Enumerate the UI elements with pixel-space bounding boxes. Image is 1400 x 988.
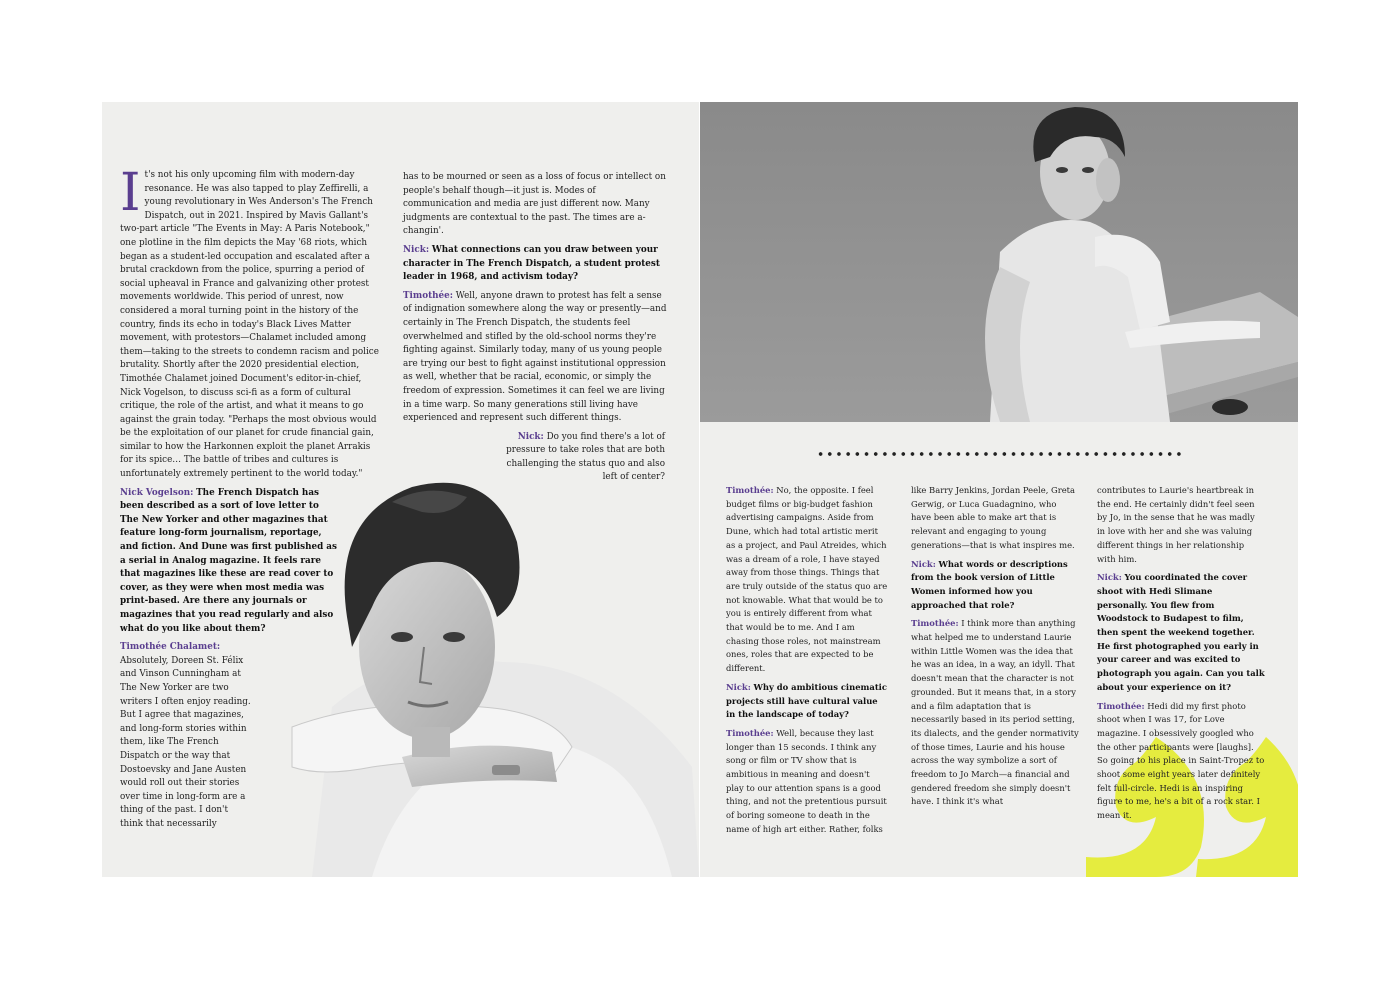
question-1	[120, 487, 338, 637]
portrait-photo-seated	[700, 102, 1298, 422]
drop-cap: I	[120, 163, 141, 223]
answer-4	[726, 727, 888, 837]
answer-1	[120, 641, 252, 831]
question-3	[403, 431, 665, 485]
speaker-label: Timothée Chalamet:	[120, 642, 221, 653]
question-text: Why do ambitious cinematic projects still have cultural value in the landscape of today?	[726, 681, 887, 720]
question-text: You coordinated the cover shoot with Hedi Slimane personally. You flew from Woodstock to Budapest to film, then spent the weekend together. He first photographed you early in your career and was excited to photograph you again. Can you talk about your experience on it?	[1097, 572, 1265, 692]
speaker-label: Timothée:	[911, 618, 959, 629]
speaker-label: Nick Vogelson:	[120, 487, 194, 498]
right-column-2	[911, 484, 1079, 814]
question-text: What words or descriptions from the book version of Little Women informed how you approached that role?	[911, 558, 1068, 610]
speaker-label: Nick:	[1097, 572, 1122, 583]
continued-text: has to be mourned or seen as a loss of focus or intellect on people's behalf though—it just is. Modes of communication and media are just different now. Many judgments are contextual to the past. The times are a-changin'.	[403, 172, 666, 237]
speaker-label: Nick:	[726, 681, 751, 692]
speaker-label: Timothée:	[726, 727, 774, 738]
speaker-label: Nick:	[911, 558, 936, 569]
answer-5	[911, 617, 1079, 809]
left-page	[102, 102, 699, 877]
answer-2	[403, 290, 667, 426]
answer-text: No, the opposite. I feel budget films or big-budget fashion advertising campaigns. Aside from Dune, which had total artistic merit as a project, and Paul Atreides, which was a dream of a role, I have stayed away from those things. Things that are truly outside of the status quo are not knowable. What that would be to you is entirely different from what that would be to me. And I am chasing those roles, not mainstream ones, roles that are expected to be different.	[726, 485, 888, 674]
question-text: The French Dispatch has been described as a sort of love letter to The New Yorker and other magazines that feature long-form journalism, reportage, and fiction. And Dune was first published as a serial in Analog magazine. It feels rare that magazines like these are read cover to cover, as they were when most media was print-based. Are there any journals or magazines that you read regularly and also what do you like about them?	[120, 487, 337, 634]
speaker-label: Timothée:	[726, 485, 774, 495]
speaker-label: Timothée:	[1097, 700, 1145, 711]
right-column-1	[726, 484, 888, 842]
question-text: Do you find there's a lot of pressure to take roles that are both challenging the status quo and also left of center?	[506, 431, 665, 483]
right-column-3	[1097, 484, 1265, 828]
continued-text: contributes to Laurie's heartbreak in the end. He certainly didn't feel seen by Jo, in the sense that he was madly in love with her and she was valuing different things in her relationship with him.	[1097, 485, 1255, 564]
question-2	[403, 244, 667, 285]
right-page	[700, 102, 1298, 877]
answer-text: Well, anyone drawn to protest has felt a sense of indignation somewhere along the way or presently—and certainly in The French Dispatch, the students feel overwhelmed and stifled by the old-school norms they're fighting against. Similarly today, many of us young people are trying our best to fight against institutional oppression as well, whether that be racial, economic, or simply the freedom of expression. Sometimes it can feel we are living in a time warp. So many generations still living have experienced and represent such different things.	[403, 290, 667, 424]
left-column-1	[120, 163, 380, 837]
intro-paragraph	[120, 163, 380, 482]
answer-continued	[726, 484, 888, 676]
speaker-label: Nick:	[403, 244, 430, 255]
answer-text: I think more than anything what helped me to understand Laurie within Little Women was the idea that he was an idea, in a way, an idyll. That doesn't mean that the character is not grounded. But it means that, in a story and a film adaptation that is necessarily based in its period setting, its dialects, and the gender normativity of those times, Laurie and his house across the way symbolize a sort of freedom to Jo March—a financial and gendered freedom she simply doesn't have. I think it's what	[911, 618, 1079, 807]
intro-text: t's not his only upcoming film with modern-day resonance. He was also tapped to play Zeffirelli, a young revolutionary in Wes Anderson's The French Dispatch, out in 2021. Inspired by Mavis Gallant's two-part article "The Events in May: A Paris Notebook," one plotline in the film depicts the May '68 riots, which began as a student-led occupation and escalated after a brutal crackdown from the police, spurring a period of social upheaval in France and galvanizing other protest movements worldwide. This period of unrest, now considered a moral turning point in the history of the country, finds its echo in today's Black Lives Matter movement, with protestors—Chalamet included among them—taking to the streets to condemn racism and police brutality. Shortly after the 2020 presidential election, Timothée Chalamet joined Document's editor-in-chief, Nick Vogelson, to discuss sci-fi as a form of cultural critique, the role of the artist, and what it means to go against the grain today. "Perhaps the most obvious would be the exploitation of our planet for crude financial gain, similar to how the Harkonnen exploit the planet Arrakis for its spice… The battle of tribes and cultures is unfortunately extremely pertinent to the world today."	[120, 170, 379, 480]
question-6	[1097, 571, 1265, 694]
continued-text: like Barry Jenkins, Jordan Peele, Greta Gerwig, or Luca Guadagnino, who have been able to make art that is relevant and engaging to young generations—that is what inspires me.	[911, 485, 1076, 550]
answer-6	[1097, 700, 1265, 823]
question-5	[911, 558, 1079, 613]
answer-text: Hedi did my first photo shoot when I was 17, for Love magazine. I obsessively googled who the other participants were [laughs]. So going to his place in Saint-Tropez to shoot some eight years later definitely felt full-circle. Hedi is an inspiring figure to me, he's a bit of a rock star. I mean it.	[1097, 700, 1265, 821]
speaker-label: Nick:	[517, 431, 544, 442]
left-column-2	[403, 171, 667, 490]
question-text: What connections can you draw between your character in The French Dispatch, a student protest leader in 1968, and activism today?	[403, 244, 660, 283]
dotted-divider	[816, 450, 1186, 458]
question-4	[726, 681, 888, 722]
answer-text: Absolutely, Doreen St. Félix and Vinson Cunningham at The New Yorker are two writers I often enjoy reading. But I agree that magazines, and long-form stories within them, like The French Dispatch or the way that Dostoevsky and Jane Austen would roll out their stories over time in long-form are a thing of the past. I don't think that necessarily	[120, 655, 251, 829]
answer-text: Well, because they last longer than 15 seconds. I think any song or film or TV show that is ambitious in meaning and doesn't play to our attention spans is a good thing, and not the pretentious pursuit of boring someone to death in the name of high art either. Rather, folks	[726, 727, 887, 834]
speaker-label: Timothée:	[403, 290, 453, 301]
